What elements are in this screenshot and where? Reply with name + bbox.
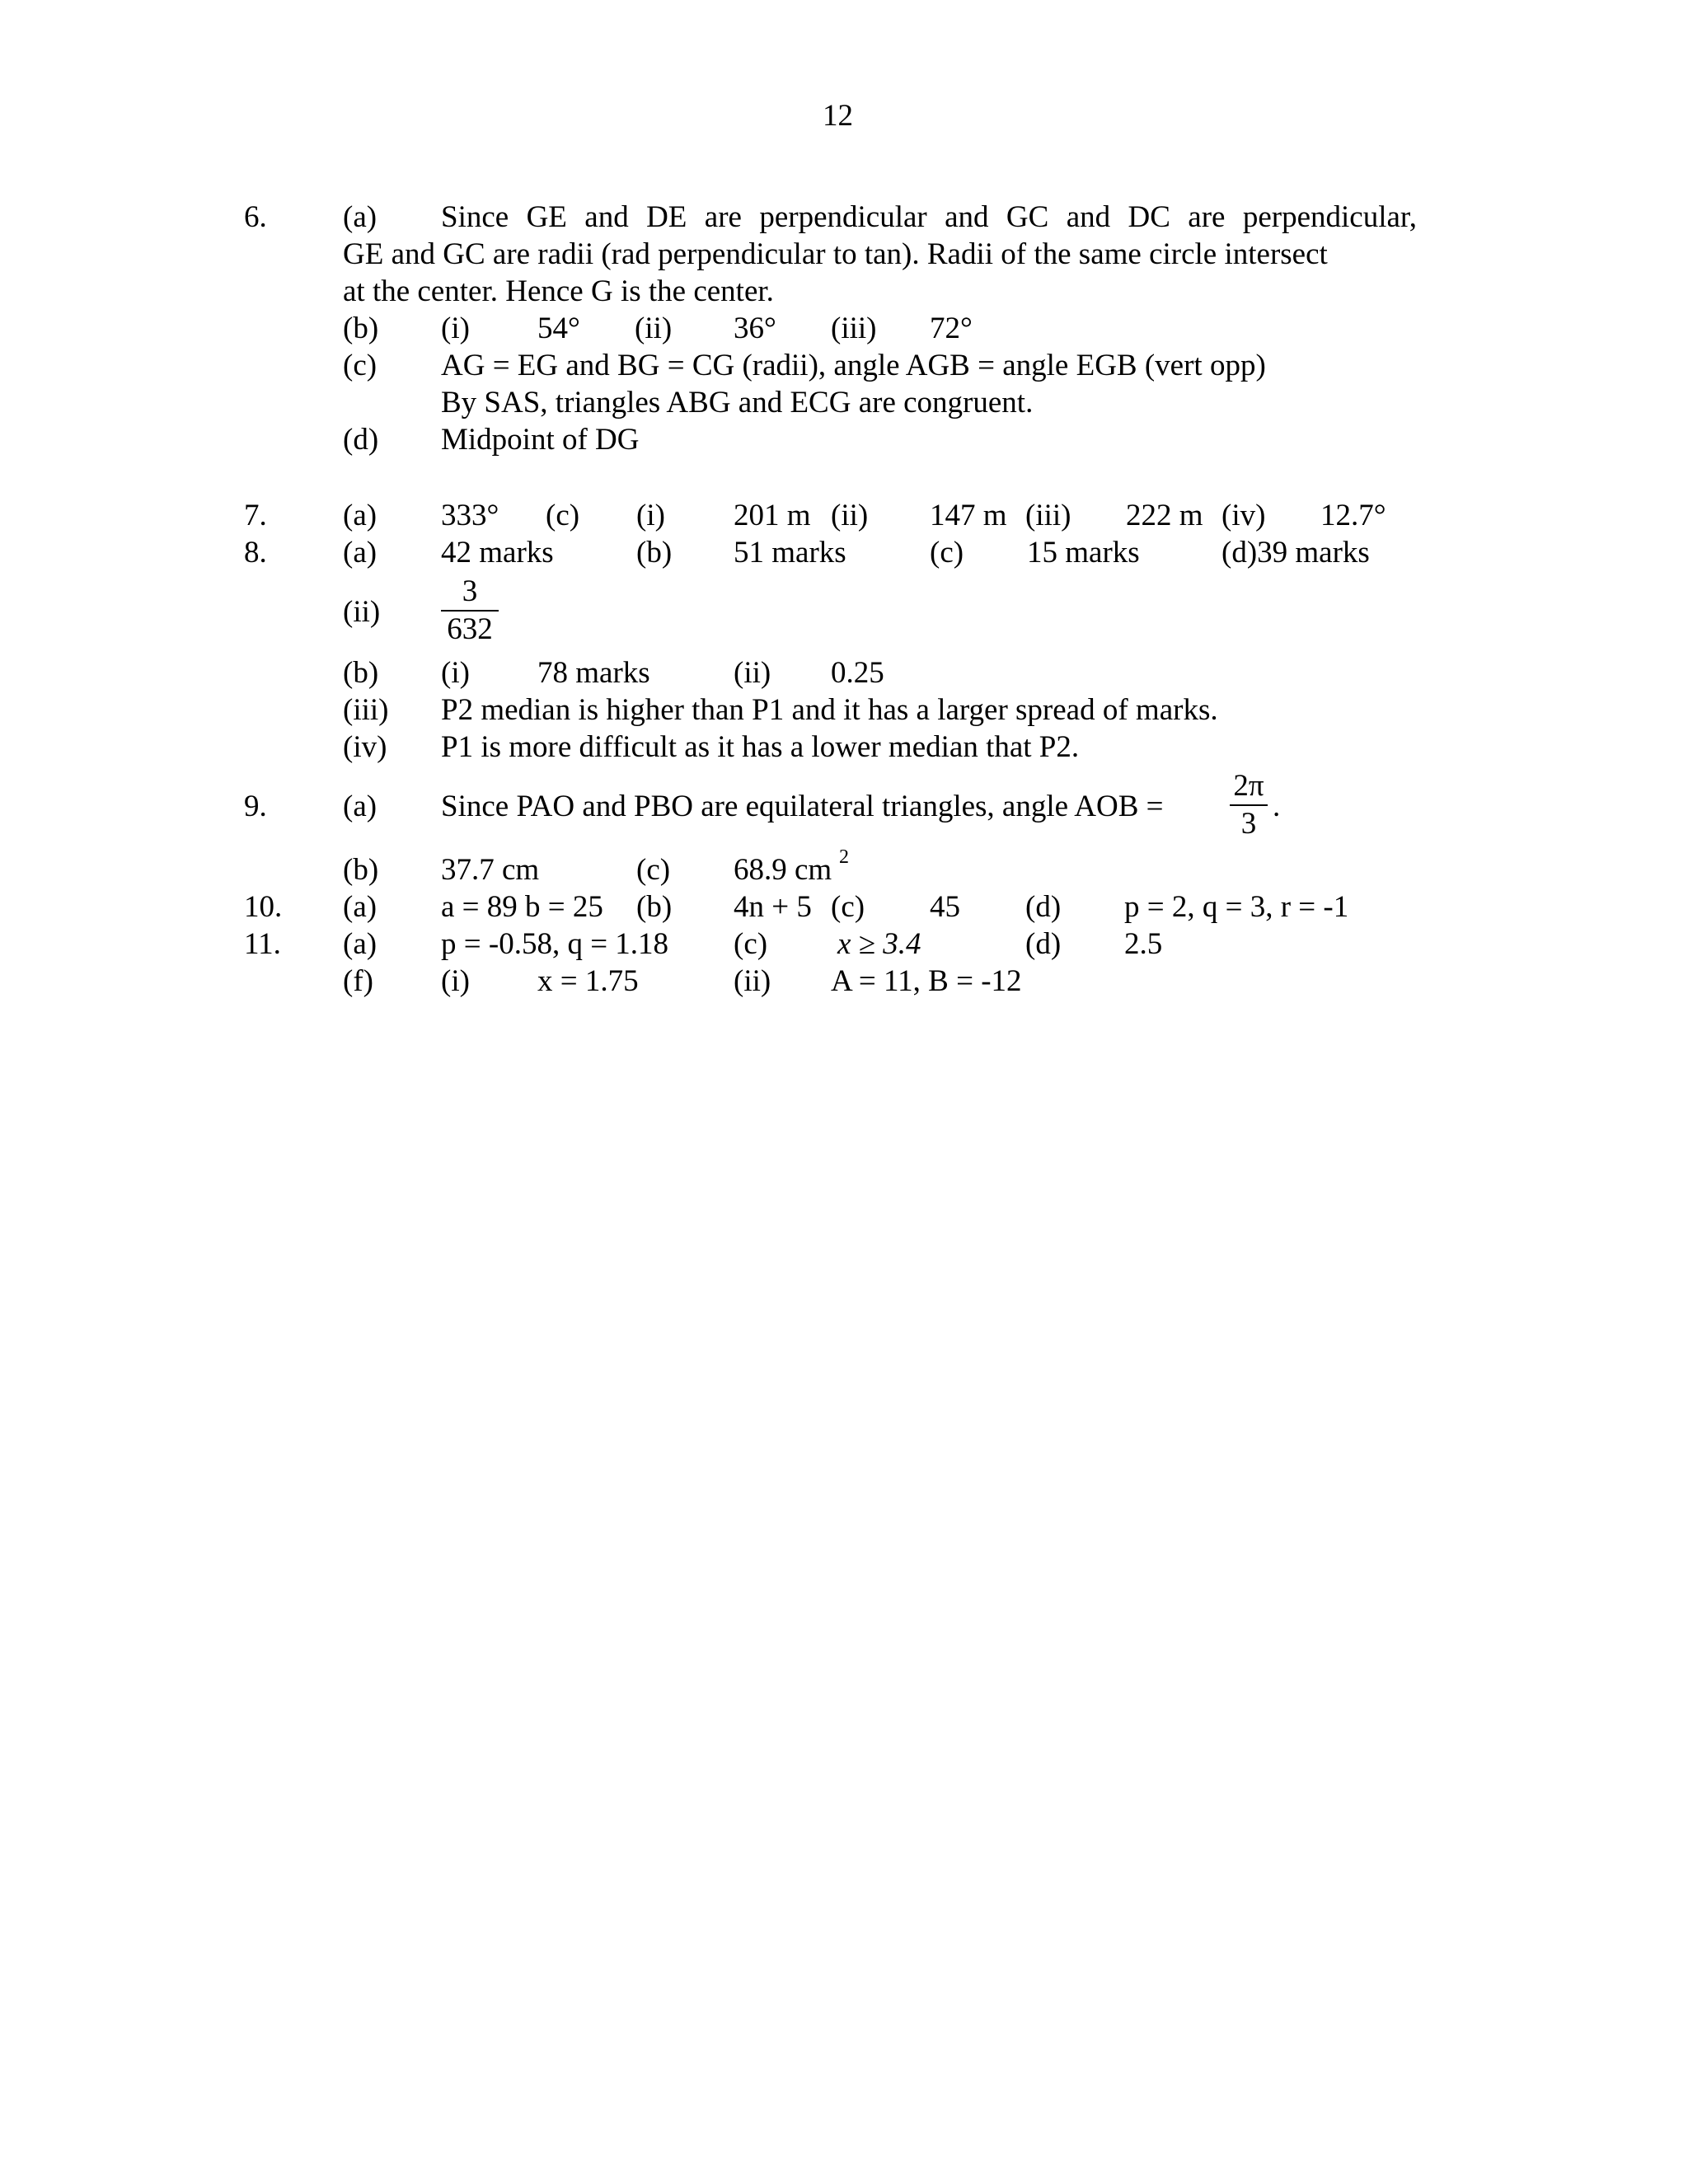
answer-value: 36° bbox=[734, 312, 776, 345]
answer-value: 0.25 bbox=[831, 656, 884, 690]
subpart-label: (iv) bbox=[343, 730, 387, 764]
subpart-label: (ii) bbox=[734, 656, 771, 690]
answer-value: 51 marks bbox=[734, 536, 846, 569]
answer-value: 147 m bbox=[930, 499, 1007, 532]
subpart-label: (i) bbox=[441, 964, 470, 998]
part-label: (a) bbox=[343, 890, 377, 924]
answer-line: P1 is more difficult as it has a lower median that P2. bbox=[441, 730, 1080, 764]
part-label: (c) bbox=[343, 349, 377, 382]
subpart-label: (iii) bbox=[831, 312, 877, 345]
subpart-label: (ii) bbox=[635, 312, 673, 345]
question-number: 10. bbox=[244, 890, 283, 924]
answer-value: 15 marks bbox=[1027, 536, 1140, 569]
subpart-label: (iii) bbox=[343, 693, 389, 727]
answer-value: 333° bbox=[441, 499, 499, 532]
answer-value: a = 89 b = 25 bbox=[441, 890, 603, 924]
subpart-label: (iii) bbox=[1025, 499, 1071, 532]
part-label: (b) bbox=[636, 890, 673, 924]
subpart-label: (ii) bbox=[831, 499, 869, 532]
part-label: (c) bbox=[930, 536, 964, 569]
part-label: (a) bbox=[343, 200, 377, 234]
answer-value: 54° bbox=[537, 312, 580, 345]
answer-line: GE and GC are radii (rad perpendicular to tan). Radii of the same circle intersect bbox=[343, 237, 1328, 271]
answer-line: AG = EG and BG = CG (radii), angle AGB = angle EGB (vert opp) bbox=[441, 349, 1266, 382]
subpart-label: (i) bbox=[441, 656, 470, 690]
answer-value: 78 marks bbox=[537, 656, 650, 690]
subpart-label: (ii) bbox=[343, 595, 381, 629]
fraction bbox=[441, 574, 499, 648]
answer-value: 37.7 cm bbox=[441, 853, 540, 887]
part-label: (a) bbox=[343, 536, 377, 569]
superscript: 2 bbox=[839, 846, 849, 868]
answer-value: 2.5 bbox=[1124, 927, 1163, 961]
part-label: (d) bbox=[343, 423, 379, 457]
answer-value: A = 11, B = -12 bbox=[831, 964, 1022, 998]
fraction-denominator: 3 bbox=[1230, 804, 1268, 842]
part-label: (b) bbox=[343, 656, 379, 690]
answer-line: Midpoint of DG bbox=[441, 423, 640, 457]
answer-value: 45 bbox=[930, 890, 960, 924]
fraction-denominator: 632 bbox=[441, 610, 499, 648]
part-label: (c) bbox=[831, 890, 865, 924]
part-label: (d) bbox=[1025, 890, 1062, 924]
answer-line: at the center. Hence G is the center. bbox=[343, 274, 774, 308]
subpart-label: (ii) bbox=[734, 964, 771, 998]
part-label: (c) bbox=[546, 499, 580, 532]
part-label: (f) bbox=[343, 964, 373, 998]
answer-value: x ≥ 3.4 bbox=[837, 927, 921, 961]
question-number: 9. bbox=[244, 790, 267, 823]
fraction bbox=[1230, 768, 1268, 842]
answer-line: P2 median is higher than P1 and it has a larger spread of marks. bbox=[441, 693, 1218, 727]
subpart-label: (i) bbox=[636, 499, 665, 532]
answer-line: Since PAO and PBO are equilateral triangles, angle AOB = bbox=[441, 790, 1164, 823]
answer-value: 42 marks bbox=[441, 536, 554, 569]
answer-line: Since GE and DE are perpendicular and GC and DC are perpendicular, bbox=[441, 200, 1417, 234]
answer-value: 201 m bbox=[734, 499, 811, 532]
subpart-label: (iv) bbox=[1221, 499, 1266, 532]
part-label: (b) bbox=[343, 312, 379, 345]
answer-value: p = -0.58, q = 1.18 bbox=[441, 927, 669, 961]
answer-value: x = 1.75 bbox=[537, 964, 639, 998]
part-label: (a) bbox=[343, 927, 377, 961]
part-label: (c) bbox=[636, 853, 671, 887]
part-label: (b) bbox=[343, 853, 379, 887]
answer-value: 72° bbox=[930, 312, 973, 345]
period: . bbox=[1273, 790, 1281, 823]
question-number: 11. bbox=[244, 927, 281, 961]
part-label: (b) bbox=[636, 536, 673, 569]
subpart-label: (i) bbox=[441, 312, 470, 345]
part-label: (c) bbox=[734, 927, 768, 961]
answer-line: By SAS, triangles ABG and ECG are congruent. bbox=[441, 386, 1034, 419]
answer-value: (d)39 marks bbox=[1221, 536, 1370, 569]
question-number: 6. bbox=[244, 200, 267, 234]
fraction-numerator: 3 bbox=[462, 574, 478, 608]
answer-value: 12.7° bbox=[1320, 499, 1386, 532]
question-number: 7. bbox=[244, 499, 267, 532]
fraction-numerator: 2π bbox=[1233, 769, 1264, 803]
answer-value: 68.9 cm bbox=[734, 853, 832, 887]
answer-value: 4n + 5 bbox=[734, 890, 812, 924]
part-label: (d) bbox=[1025, 927, 1062, 961]
part-label: (a) bbox=[343, 499, 377, 532]
answer-value: 222 m bbox=[1126, 499, 1203, 532]
part-label: (a) bbox=[343, 790, 377, 823]
question-number: 8. bbox=[244, 536, 267, 569]
page-number: 12 bbox=[823, 99, 853, 133]
answer-value: p = 2, q = 3, r = -1 bbox=[1124, 890, 1349, 924]
